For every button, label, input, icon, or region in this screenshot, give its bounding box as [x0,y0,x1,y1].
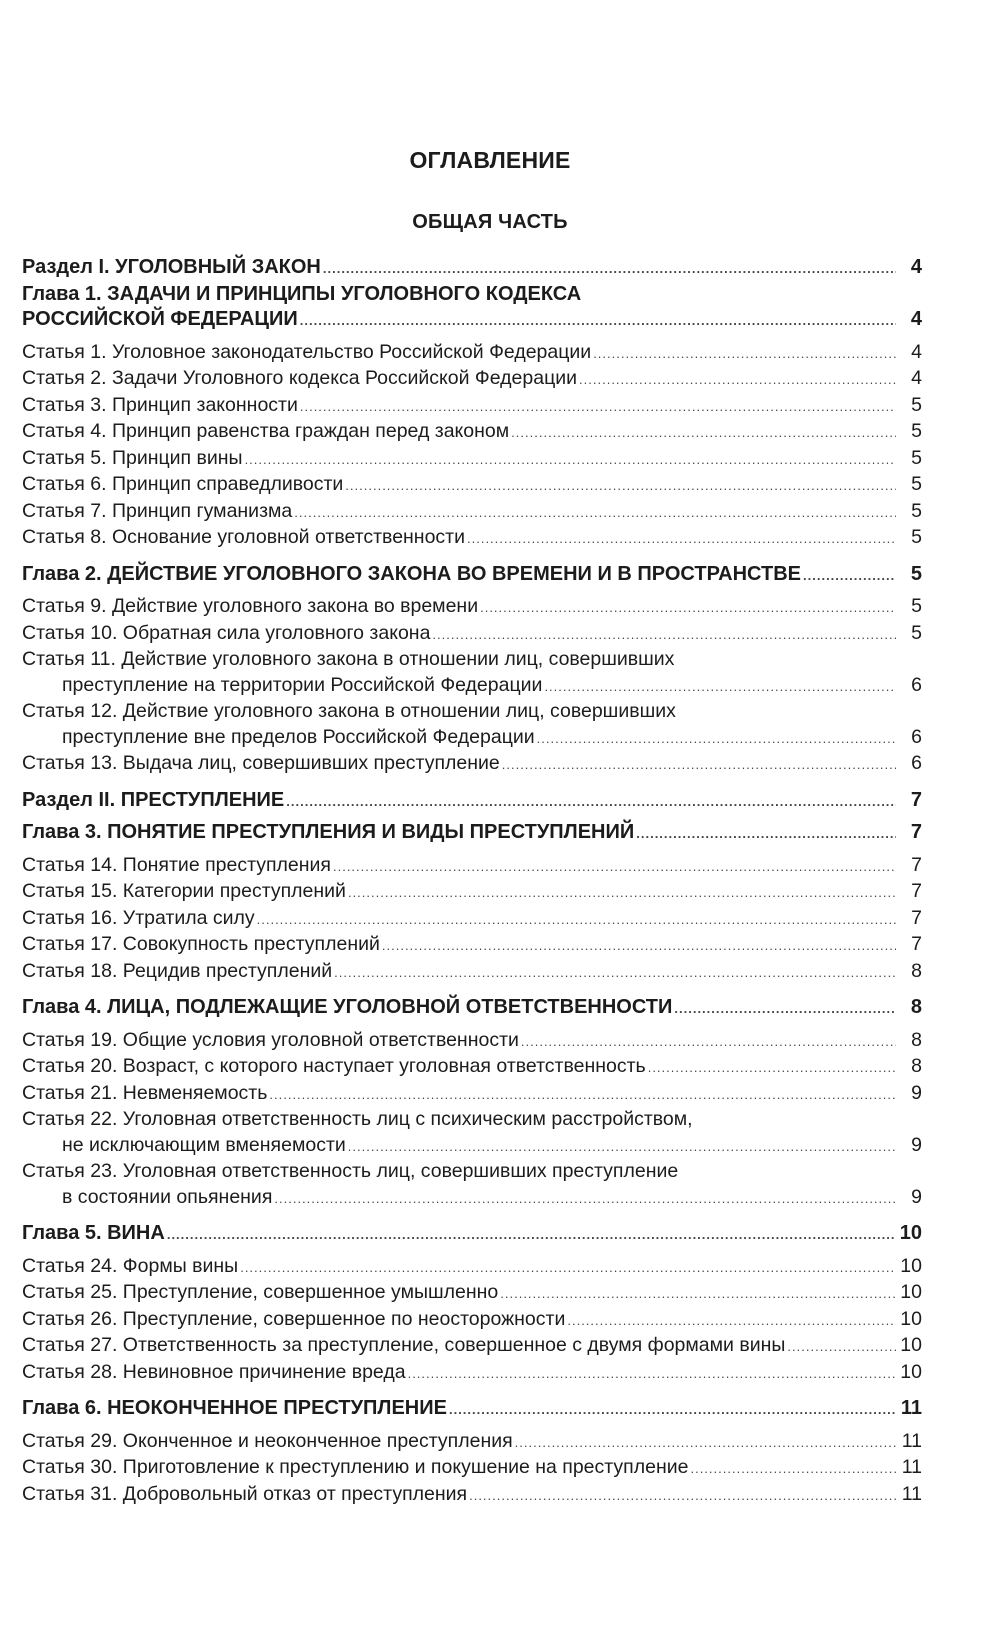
toc-page-number: 10 [899,1222,922,1244]
toc-label: Статья 29. Оконченное и неоконченное преступления [22,1429,513,1452]
dot-leader [300,394,896,420]
toc-page-number: 9 [911,1133,922,1156]
toc-article-row[interactable] [22,472,922,499]
toc-page-number: 10 [900,1307,922,1330]
toc-page-number: 9 [911,1081,922,1104]
toc-article-row[interactable] [22,1054,922,1081]
toc-article-row[interactable] [22,366,922,393]
toc-article-row[interactable] [22,673,922,700]
dot-leader [648,1055,896,1081]
toc-label: Статья 15. Категории преступлений [22,880,346,902]
dot-leader [593,341,896,367]
toc-label: Раздел I. УГОЛОВНЫЙ ЗАКОН [22,256,321,278]
toc-article-row[interactable] [22,1254,922,1281]
toc-article-line[interactable]: Статья 22. Уголовная ответственность лиц с психическим расстройством, [22,1108,693,1130]
toc-label: Статья 13. Выдача лиц, совершивших преступление [22,752,500,774]
dot-leader [345,473,896,499]
dot-leader [515,1430,896,1456]
toc-section-row[interactable] [22,255,922,282]
dot-leader [467,526,896,552]
dot-leader [408,1361,896,1387]
dot-leader [787,1334,896,1360]
toc-label: Статья 1. Уголовное законодательство Российской Федерации [22,340,592,363]
toc-page-number: 6 [911,752,922,774]
dot-leader [334,960,896,986]
toc-label: Статья 24. Формы вины [22,1254,239,1277]
dot-leader [323,256,896,282]
toc-page-number: 7 [911,880,922,902]
toc-label: Статья 21. Невменяемость [22,1081,268,1104]
toc-article-row[interactable] [22,446,922,473]
dot-leader [348,880,896,906]
toc-article-row[interactable] [22,1133,922,1160]
toc-label: Глава 3. ПОНЯТИЕ ПРЕСТУПЛЕНИЯ И ВИДЫ ПРЕСТУПЛЕНИЙ [22,821,635,843]
toc-article-row[interactable] [22,751,922,778]
dot-leader [469,1483,896,1509]
toc-page-number: 6 [911,673,922,696]
toc-label: Статья 16. Утратила силу [22,906,255,929]
toc-page-number: 4 [911,340,922,363]
dot-leader [579,367,896,393]
toc-label: Статья 6. Принцип справедливости [22,473,344,495]
page-title: ОГЛАВЛЕНИЕ [409,147,571,173]
dot-leader [674,996,896,1022]
toc-page-number: 10 [900,1360,922,1383]
toc-article-row[interactable] [22,906,922,933]
dot-leader [167,1222,896,1248]
toc-chapter-row[interactable] [22,1221,922,1248]
toc-chapter-row[interactable] [22,995,922,1022]
toc-label: Статья 2. Задачи Уголовного кодекса Российской Федерации [22,367,578,389]
toc-label: Статья 25. Преступление, совершенное умышленно [22,1281,499,1303]
dot-leader [269,1082,896,1108]
toc-label: Статья 14. Понятие преступления [22,853,331,876]
toc-page-number: 9 [911,1185,922,1208]
dot-leader [537,726,896,752]
toc-page-number: 7 [910,788,922,811]
toc-article-row[interactable] [22,853,922,880]
toc-label: Статья 31. Добровольный отказ от преступления [22,1482,468,1505]
toc-article-row[interactable] [22,1429,922,1456]
toc-label: Статья 17. Совокупность преступлений [22,933,380,955]
toc-page-number: 7 [911,933,922,955]
toc-chapter-row[interactable] [22,562,922,589]
toc-page-number: 11 [900,1397,922,1419]
toc-label: не исключающим вменяемости [62,1133,346,1156]
toc-label: Статья 30. Приготовление к преступлению и покушение на преступление [22,1456,689,1478]
toc-page-number: 4 [910,308,922,330]
toc-label: Глава 5. ВИНА [22,1222,165,1244]
dot-leader [690,1456,896,1482]
toc-label: Статья 26. Преступление, совершенное по неосторожности [22,1307,566,1330]
toc-label: Статья 7. Принцип гуманизма [22,499,293,522]
toc-label: Статья 9. Действие уголовного закона во времени [22,595,479,617]
toc-article-row[interactable] [22,1360,922,1387]
toc-article-row[interactable] [22,1185,922,1212]
table-of-contents [22,255,922,1508]
toc-article-row[interactable] [22,499,922,526]
toc-label: Статья 19. Общие условия уголовной ответственности [22,1028,519,1051]
toc-label: Статья 20. Возраст, с которого наступает уголовная ответственность [22,1055,646,1077]
toc-page-number: 5 [911,393,922,416]
toc-article-row[interactable] [22,1081,922,1108]
dot-leader [333,854,896,880]
toc-label: Раздел II. ПРЕСТУПЛЕНИЕ [22,788,285,811]
toc-article-row[interactable] [22,879,922,906]
toc-article-row[interactable] [22,419,922,446]
toc-page-number: 10 [900,1334,922,1356]
toc-page-number: 11 [901,1429,922,1452]
toc-article-line[interactable]: Статья 23. Уголовная ответственность лиц, совершивших преступление [22,1160,679,1182]
dot-leader [300,308,896,334]
dot-leader [449,1397,896,1423]
toc-label: Глава 6. НЕОКОНЧЕННОЕ ПРЕСТУПЛЕНИЕ [22,1397,447,1419]
toc-page-number: 4 [910,256,922,278]
toc-label: Статья 3. Принцип законности [22,393,298,416]
dot-leader [245,447,896,473]
toc-page-number: 11 [901,1482,922,1505]
toc-label: преступление на территории Российской Федерации [62,673,543,696]
dot-leader [544,674,896,700]
toc-label: Статья 27. Ответственность за преступление, совершенное с двумя формами вины [22,1334,786,1356]
toc-page-number: 5 [911,473,922,495]
dot-leader [240,1255,896,1281]
dot-leader [274,1186,896,1212]
toc-label: Статья 10. Обратная сила уголовного закона [22,621,431,644]
toc-page-number: 11 [901,1456,922,1478]
dot-leader [803,563,896,589]
dot-leader [567,1308,896,1334]
dot-leader [636,821,896,847]
toc-label: РОССИЙСКОЙ ФЕДЕРАЦИИ [22,308,298,330]
toc-article-row[interactable] [22,621,922,648]
toc-label: в состоянии опьянения [62,1185,273,1208]
toc-article-row[interactable] [22,393,922,420]
toc-label: Статья 18. Рецидив преступлений [22,959,333,982]
toc-article-row[interactable] [22,932,922,959]
toc-article-line[interactable]: Статья 11. Действие уголовного закона в отношении лиц, совершивших [22,648,675,670]
toc-page-number: 5 [911,621,922,644]
toc-label: Статья 5. Принцип вины [22,446,243,469]
toc-section-row[interactable] [22,788,922,815]
toc-chapter-line[interactable]: Глава 1. ЗАДАЧИ И ПРИНЦИПЫ УГОЛОВНОГО КОДЕКСА [22,282,582,305]
dot-leader [502,752,896,778]
toc-article-row[interactable] [22,1307,922,1334]
toc-page-number: 4 [911,367,922,389]
toc-article-line[interactable]: Статья 12. Действие уголовного закона в отношении лиц, совершивших [22,700,676,722]
toc-chapter-row[interactable] [22,1396,922,1423]
toc-label: Статья 4. Принцип равенства граждан перед законом [22,420,510,442]
toc-page-number: 5 [910,562,922,585]
toc-article-row[interactable] [22,594,922,621]
toc-page-number: 7 [911,853,922,876]
dot-leader [257,907,896,933]
dot-leader [286,789,896,815]
toc-article-row[interactable] [22,1455,922,1482]
toc-page-number: 5 [911,595,922,617]
toc-page-number: 8 [911,1028,922,1051]
toc-page-number: 5 [911,499,922,522]
dot-leader [480,595,896,621]
toc-page-number: 7 [911,906,922,929]
toc-article-row[interactable] [22,725,922,752]
toc-page-number: 8 [911,959,922,982]
dot-leader [382,933,896,959]
toc-page-number: 8 [911,1055,922,1077]
toc-page-number: 5 [911,526,922,548]
toc-label: Глава 4. ЛИЦА, ПОДЛЕЖАЩИЕ УГОЛОВНОЙ ОТВЕТСТВЕННОСТИ [22,996,673,1018]
toc-label: преступление вне пределов Российской Федерации [62,725,535,748]
toc-page-number: 10 [900,1254,922,1277]
toc-article-row[interactable] [22,1280,922,1307]
toc-page-number: 8 [910,996,922,1018]
dot-leader [432,622,896,648]
dot-leader [511,420,896,446]
toc-page-number: 6 [911,725,922,748]
part-title: ОБЩАЯ ЧАСТЬ [412,211,568,233]
toc-article-row[interactable] [22,525,922,552]
dot-leader [500,1281,896,1307]
toc-page-number: 5 [911,420,922,442]
toc-article-row[interactable] [22,1333,922,1360]
dot-leader [294,500,896,526]
toc-label: Глава 2. ДЕЙСТВИЕ УГОЛОВНОГО ЗАКОНА ВО ВРЕМЕНИ И В ПРОСТРАНСТВЕ [22,562,802,585]
toc-chapter-row[interactable] [22,307,922,334]
toc-article-row[interactable] [22,340,922,367]
toc-article-row[interactable] [22,959,922,986]
toc-label: Статья 28. Невиновное причинение вреда [22,1360,406,1383]
toc-article-row[interactable] [22,1028,922,1055]
toc-page-number: 5 [911,446,922,469]
dot-leader [348,1134,896,1160]
toc-chapter-row[interactable] [22,820,922,847]
toc-label: Статья 8. Основание уголовной ответственности [22,526,465,548]
toc-article-row[interactable] [22,1482,922,1509]
toc-page-number: 10 [900,1281,922,1303]
toc-page-number: 7 [910,821,922,843]
dot-leader [521,1029,896,1055]
